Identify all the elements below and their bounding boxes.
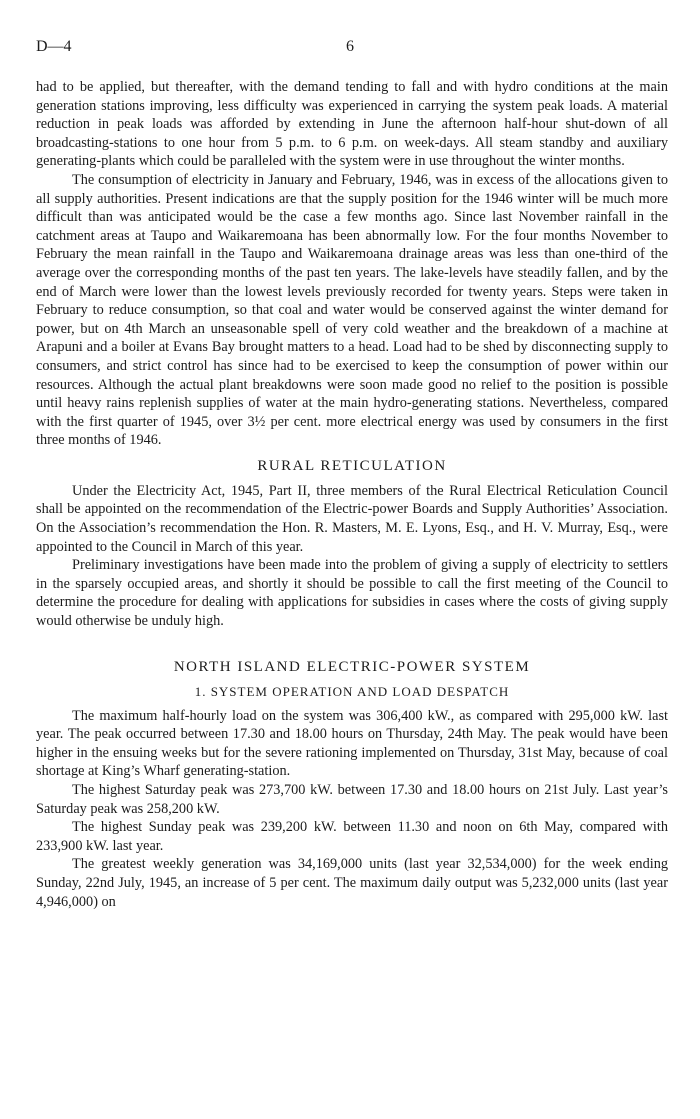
paragraph: The highest Saturday peak was 273,700 kW. between 17.30 and 18.00 hours on 21st July. Last year’s Saturday peak was 258,200 kW. <box>36 782 668 817</box>
paragraph: had to be applied, but thereafter, with the demand tending to fall and with hydro conditions at the main generation stations improving, less difficulty was experienced in carrying the system peak loads. A material reduction in peak loads was afforded by extending in June the afternoon half-hour shut-down of all broadcasting-stations to one hour from 5 p.m. to 6 p.m. on week-days. All steam standby and auxiliary generating-plants which could be paralleled with the system were in use throughout the winter months. <box>36 79 668 170</box>
paragraph: Under the Electricity Act, 1945, Part II, three members of the Rural Electrical Reticulation Council shall be appointed on the recommendation of the Electric-power Boards and Supply Authorities’ Association. On the Association’s recommendation the Hon. R. Masters, M. E. Lyons, Esq., and H. V. Murray, Esq., were appointed to the Council in March of this year. <box>36 482 668 555</box>
paragraph: Preliminary investigations have been made into the problem of giving a supply of electricity to settlers in the sparsely occupied areas, and shortly it should be possible to call the first meeting of the Council to determine the procedure for dealing with applications for subsidies in cases where the costs of giving supply would otherwise be unduly high. <box>36 557 668 630</box>
paragraph: The greatest weekly generation was 34,169,000 units (last year 32,534,000) for the week ending Sunday, 22nd July, 1945, an increase of 5 per cent. The maximum daily output was 5,232,000 units (last year 4,946,000) on <box>36 856 668 910</box>
section-heading-rural-reticulation: RURAL RETICULATION <box>257 457 447 474</box>
paragraph: The consumption of electricity in January and February, 1946, was in excess of the allocations given to all supply authorities. Present indications are that the supply position for the 1946 winter will be much more difficult than was anticipated would be the case a few months ago. Since last November rainfall in the catchment areas at Taupo and Waikaremoana has been abnormally low. For the four months November to February the mean rainfall in the Taupo and Waikaremoana drainage areas was less than one-third of the average over the corresponding months of the past ten years. The lake-levels have steadily fallen, and by the end of March were lower than the lowest levels previously recorded for twenty years. Steps were taken in February to reduce consumption, so that coal and water would be conserved against the winter demand for power, but on 4th March an unseasonable spell of very cold weather and the breakdown of a machine at Arapuni and a boiler at Evans Bay brought matters to a head. Load had to be shed by disconnecting supply to consumers, and strict control has since had to be exercised to keep the consumption of power within our resources. Although the actual plant breakdowns were soon made good no relief to the position is possible until heavy rains replenish supplies of water at the main hydro-generating stations. Nevertheless, compared with the first quarter of 1945, over 3½ per cent. more electrical energy was used by consumers in the first three months of 1946. <box>36 171 668 449</box>
paragraph: The highest Sunday peak was 239,200 kW. between 11.30 and noon on 6th May, compared with 233,900 kW. last year. <box>36 819 668 854</box>
subsection-heading-system-operation: 1. SYSTEM OPERATION AND LOAD DESPATCH <box>194 683 510 699</box>
page-header <box>36 38 664 58</box>
paragraph: The maximum half-hourly load on the system was 306,400 kW., as compared with 295,000 kW. last year. The peak occurred between 17.30 and 18.00 hours on Thursday, 24th May. The peak would have been higher in the ensuing weeks but for the severe rationing implemented on Thursday, 31st May, because of coal shortage at King’s Wharf generating-station. <box>36 707 668 780</box>
page-body <box>36 78 668 911</box>
page-number: 6 <box>346 38 354 55</box>
section-heading-north-island: NORTH ISLAND ELECTRIC-POWER SYSTEM <box>173 658 531 675</box>
document-reference: D—4 <box>36 38 72 55</box>
